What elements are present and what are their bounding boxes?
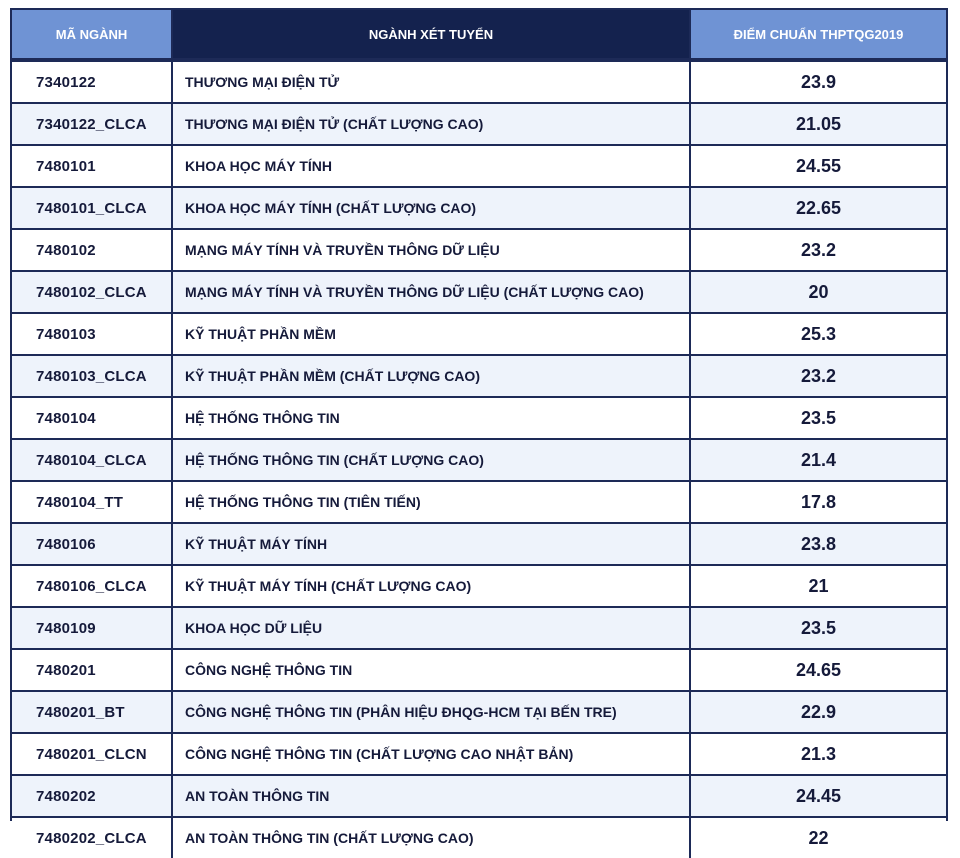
major-code-cell: 7480101	[12, 145, 172, 187]
table-row	[12, 397, 946, 439]
major-name-cell: CÔNG NGHỆ THÔNG TIN	[172, 649, 690, 691]
table-row	[12, 817, 946, 858]
cutoff-score-cell: 22	[690, 817, 946, 858]
cutoff-score-cell: 22.65	[690, 187, 946, 229]
major-code-cell: 7480106_CLCA	[12, 565, 172, 607]
major-code-cell: 7480104_TT	[12, 481, 172, 523]
header-row	[12, 10, 946, 60]
major-name-cell: AN TOÀN THÔNG TIN (CHẤT LƯỢNG CAO)	[172, 817, 690, 858]
table-row	[12, 60, 946, 103]
major-code-cell: 7480104	[12, 397, 172, 439]
major-code-cell: 7480103_CLCA	[12, 355, 172, 397]
table-row	[12, 565, 946, 607]
table-row	[12, 649, 946, 691]
table-row	[12, 607, 946, 649]
major-code-cell: 7340122_CLCA	[12, 103, 172, 145]
cutoff-score-cell: 23.2	[690, 355, 946, 397]
cutoff-score-cell: 21.4	[690, 439, 946, 481]
table-row	[12, 271, 946, 313]
major-name-cell: CÔNG NGHỆ THÔNG TIN (PHÂN HIỆU ĐHQG-HCM TẠI BẾN TRE)	[172, 691, 690, 733]
major-code-cell: 7480201_CLCN	[12, 733, 172, 775]
table-row	[12, 775, 946, 817]
table-row	[12, 733, 946, 775]
table-row	[12, 691, 946, 733]
major-code-cell: 7480109	[12, 607, 172, 649]
major-code-cell: 7480101_CLCA	[12, 187, 172, 229]
cutoff-score-cell: 21.3	[690, 733, 946, 775]
cutoff-score-cell: 23.2	[690, 229, 946, 271]
major-name-cell: AN TOÀN THÔNG TIN	[172, 775, 690, 817]
header-major-code: MÃ NGÀNH	[12, 10, 172, 60]
header-major-name: NGÀNH XÉT TUYỂN	[172, 10, 690, 60]
major-name-cell: KHOA HỌC DỮ LIỆU	[172, 607, 690, 649]
major-name-cell: MẠNG MÁY TÍNH VÀ TRUYỀN THÔNG DỮ LIỆU (CHẤT LƯỢNG CAO)	[172, 271, 690, 313]
major-code-cell: 7480201_BT	[12, 691, 172, 733]
cutoff-score-cell: 20	[690, 271, 946, 313]
cutoff-score-cell: 23.8	[690, 523, 946, 565]
header-cutoff-score: ĐIỂM CHUẨN THPTQG2019	[690, 10, 946, 60]
table-header	[12, 10, 946, 60]
major-name-cell: HỆ THỐNG THÔNG TIN	[172, 397, 690, 439]
cutoff-score-cell: 21.05	[690, 103, 946, 145]
cutoff-score-cell: 25.3	[690, 313, 946, 355]
table-row	[12, 229, 946, 271]
major-code-cell: 7340122	[12, 60, 172, 103]
major-name-cell: THƯƠNG MẠI ĐIỆN TỬ (CHẤT LƯỢNG CAO)	[172, 103, 690, 145]
cutoff-score-cell: 24.65	[690, 649, 946, 691]
cutoff-score-cell: 17.8	[690, 481, 946, 523]
major-name-cell: KHOA HỌC MÁY TÍNH (CHẤT LƯỢNG CAO)	[172, 187, 690, 229]
admission-score-table	[12, 10, 946, 858]
cutoff-score-cell: 23.9	[690, 60, 946, 103]
table-row	[12, 103, 946, 145]
table-row	[12, 439, 946, 481]
table-row	[12, 187, 946, 229]
major-name-cell: KỸ THUẬT PHẦN MỀM	[172, 313, 690, 355]
cutoff-score-cell: 23.5	[690, 397, 946, 439]
cutoff-score-cell: 21	[690, 565, 946, 607]
table-row	[12, 313, 946, 355]
major-code-cell: 7480202_CLCA	[12, 817, 172, 858]
major-code-cell: 7480103	[12, 313, 172, 355]
table-body	[12, 60, 946, 858]
major-name-cell: CÔNG NGHỆ THÔNG TIN (CHẤT LƯỢNG CAO NHẬT BẢN)	[172, 733, 690, 775]
cutoff-score-cell: 24.55	[690, 145, 946, 187]
table-row	[12, 355, 946, 397]
major-name-cell: HỆ THỐNG THÔNG TIN (TIÊN TIẾN)	[172, 481, 690, 523]
table-row	[12, 481, 946, 523]
major-name-cell: KHOA HỌC MÁY TÍNH	[172, 145, 690, 187]
cutoff-score-cell: 23.5	[690, 607, 946, 649]
major-name-cell: THƯƠNG MẠI ĐIỆN TỬ	[172, 60, 690, 103]
table-row	[12, 145, 946, 187]
major-code-cell: 7480102_CLCA	[12, 271, 172, 313]
major-name-cell: KỸ THUẬT MÁY TÍNH (CHẤT LƯỢNG CAO)	[172, 565, 690, 607]
admission-score-table-container	[10, 8, 948, 848]
table-row	[12, 523, 946, 565]
cutoff-score-cell: 22.9	[690, 691, 946, 733]
major-code-cell: 7480201	[12, 649, 172, 691]
major-name-cell: MẠNG MÁY TÍNH VÀ TRUYỀN THÔNG DỮ LIỆU	[172, 229, 690, 271]
major-code-cell: 7480104_CLCA	[12, 439, 172, 481]
major-code-cell: 7480202	[12, 775, 172, 817]
cutoff-score-cell: 24.45	[690, 775, 946, 817]
major-code-cell: 7480106	[12, 523, 172, 565]
major-name-cell: HỆ THỐNG THÔNG TIN (CHẤT LƯỢNG CAO)	[172, 439, 690, 481]
major-code-cell: 7480102	[12, 229, 172, 271]
major-name-cell: KỸ THUẬT PHẦN MỀM (CHẤT LƯỢNG CAO)	[172, 355, 690, 397]
major-name-cell: KỸ THUẬT MÁY TÍNH	[172, 523, 690, 565]
